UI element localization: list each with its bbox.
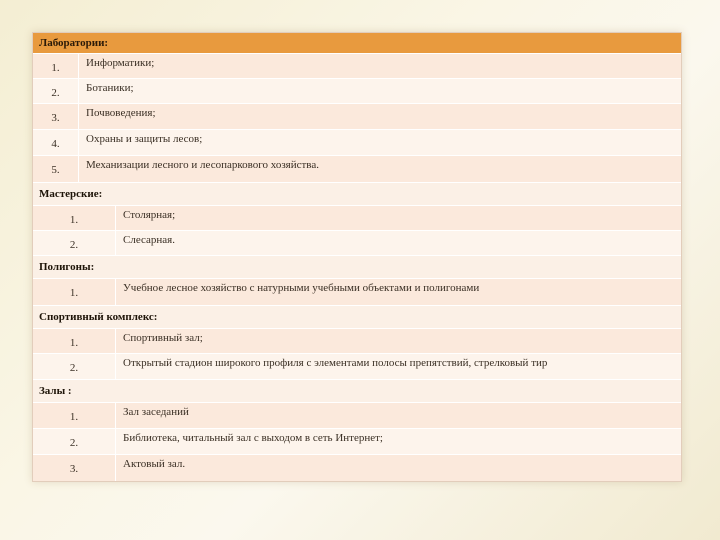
row-number: 2. xyxy=(33,429,116,455)
table-row xyxy=(33,79,681,104)
row-number: 2. xyxy=(33,79,79,104)
training-grounds-table xyxy=(33,278,681,305)
row-number: 5. xyxy=(33,156,79,182)
table-row xyxy=(33,230,681,255)
row-text: Столярная; xyxy=(116,205,682,230)
table-row xyxy=(33,403,681,429)
row-text: Охраны и защиты лесов; xyxy=(79,130,682,156)
table-row xyxy=(33,353,681,379)
section-title-laboratories: Лаборатории: xyxy=(33,33,681,53)
section-title-halls: Залы : xyxy=(33,379,681,402)
table-row xyxy=(33,104,681,130)
section-title-sports-complex: Спортивный комплекс: xyxy=(33,305,681,328)
table-row xyxy=(33,328,681,353)
laboratories-table xyxy=(33,53,681,182)
row-number: 2. xyxy=(33,353,116,379)
row-number: 1. xyxy=(33,54,79,79)
row-text: Зал заседаний xyxy=(116,403,682,429)
table-row xyxy=(33,429,681,455)
row-number: 1. xyxy=(33,205,116,230)
row-text: Слесарная. xyxy=(116,230,682,255)
row-number: 1. xyxy=(33,279,116,305)
row-number: 1. xyxy=(33,403,116,429)
row-text: Учебное лесное хозяйство с натурными учебными объектами и полигонами xyxy=(116,279,682,305)
row-text: Механизации лесного и лесопаркового хозяйства. xyxy=(79,156,682,182)
workshops-table xyxy=(33,205,681,256)
row-text: Открытый стадион широкого профиля с элементами полосы препятствий, стрелковый тир xyxy=(116,353,682,379)
section-title-training-grounds: Полигоны: xyxy=(33,255,681,278)
table-row xyxy=(33,54,681,79)
content-frame xyxy=(32,32,682,482)
table-row xyxy=(33,455,681,481)
sports-complex-table xyxy=(33,328,681,380)
row-text: Ботаники; xyxy=(79,79,682,104)
row-number: 4. xyxy=(33,130,79,156)
table-row xyxy=(33,205,681,230)
row-text: Библиотека, читальный зал с выходом в сеть Интернет; xyxy=(116,429,682,455)
row-text: Актовый зал. xyxy=(116,455,682,481)
table-row xyxy=(33,279,681,305)
row-number: 2. xyxy=(33,230,116,255)
table-row xyxy=(33,130,681,156)
row-text: Почвоведения; xyxy=(79,104,682,130)
table-row xyxy=(33,156,681,182)
row-number: 3. xyxy=(33,455,116,481)
row-number: 3. xyxy=(33,104,79,130)
section-title-workshops: Мастерские: xyxy=(33,182,681,205)
row-text: Спортивный зал; xyxy=(116,328,682,353)
halls-table xyxy=(33,402,681,481)
row-text: Информатики; xyxy=(79,54,682,79)
row-number: 1. xyxy=(33,328,116,353)
